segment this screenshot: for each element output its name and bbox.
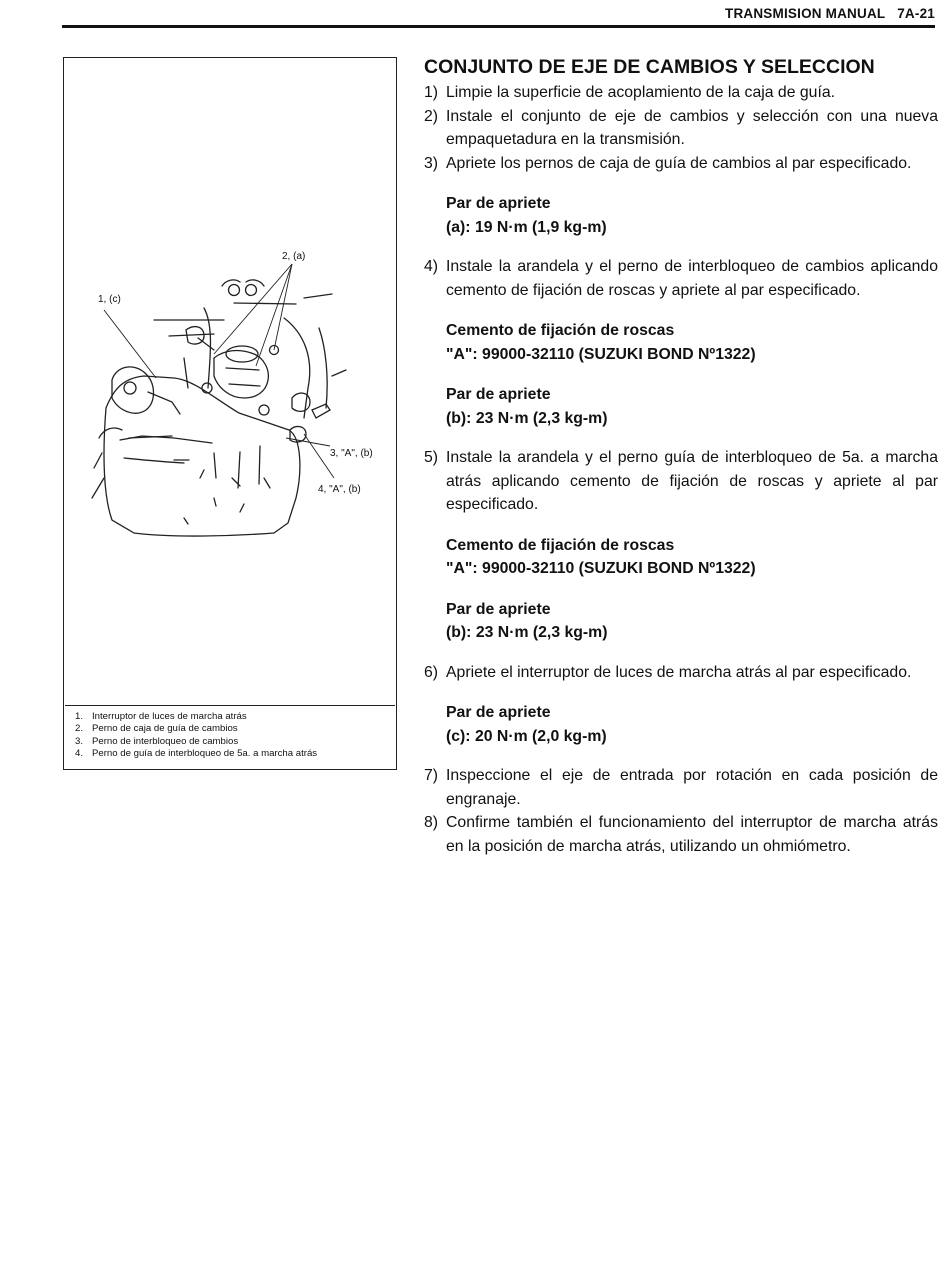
step-text: Apriete los pernos de caja de guía de cambios al par especificado. (446, 154, 912, 172)
step-text: Instale la arandela y el perno guía de interbloqueo de 5a. a marcha atrás aplicando cemento de fijación de roscas y apriete al par especificado. (446, 449, 938, 513)
legend-text: Perno de interbloqueo de cambios (92, 735, 239, 747)
spec-label: Cemento de fijación de roscas (446, 536, 675, 554)
spec-label: Cemento de fijación de roscas (446, 322, 675, 339)
callout-2: 2, (a) (282, 251, 306, 262)
legend-item (75, 736, 395, 748)
step-number: 2) (424, 107, 439, 125)
spec-label: Par de apriete (446, 386, 551, 403)
step-item (424, 764, 938, 811)
procedure-section (424, 55, 938, 858)
spec-value: (c): 20 N·m (2,0 kg-m) (446, 727, 607, 745)
transmission-illustration (64, 58, 396, 703)
step-number: 3) (424, 154, 439, 172)
legend-item (75, 711, 395, 723)
legend-number: 2. (75, 723, 84, 735)
legend-item (75, 723, 395, 735)
legend-text: Interruptor de luces de marcha atrás (92, 711, 247, 722)
torque-spec-block (446, 701, 938, 748)
step-number: 1) (424, 84, 439, 101)
step-text: Confirme también el funcionamiento del interruptor de marcha atrás en la posición de marcha atrás, utilizando un ohmiómetro. (446, 814, 938, 855)
step-number: 8) (424, 814, 439, 831)
torque-spec-block (446, 598, 938, 645)
step-number: 4) (424, 258, 439, 275)
step-item (424, 661, 938, 685)
spec-value: (b): 23 N·m (2,3 kg-m) (446, 624, 608, 641)
header-rule (62, 25, 935, 28)
legend-number: 3. (75, 735, 84, 747)
header-title: TRANSMISION MANUAL (725, 6, 886, 21)
step-text: Instale el conjunto de eje de cambios y selección con una nueva empaquetadura en la transmisión. (446, 107, 938, 148)
torque-spec-block (446, 192, 938, 239)
section-title: CONJUNTO DE EJE DE CAMBIOS Y SELECCION (424, 56, 875, 78)
step-item (424, 255, 938, 302)
page-number: 7A-21 (897, 6, 935, 21)
step-item (424, 152, 938, 176)
legend-text: Perno de guía de interbloqueo de 5a. a marcha atrás (92, 748, 318, 760)
step-text: Limpie la superficie de acoplamiento de la caja de guía. (446, 84, 836, 101)
step-number: 7) (424, 767, 439, 784)
step-text: Apriete el interruptor de luces de marcha atrás al par especificado. (446, 663, 912, 681)
step-item (424, 81, 938, 105)
step-item (424, 105, 938, 152)
callout-3: 3, "A", (b) (330, 448, 373, 459)
callout-4: 4, "A", (b) (318, 484, 361, 495)
legend-number: 1. (75, 711, 84, 722)
spec-value: "A": 99000-32110 (SUZUKI BOND Nº1322) (446, 345, 756, 363)
step-number: 5) (424, 449, 439, 466)
running-header (62, 6, 935, 21)
torque-spec-block (446, 383, 938, 430)
step-text: Inspeccione el eje de entrada por rotación en cada posición de engranaje. (446, 767, 938, 808)
spec-value: "A": 99000-32110 (SUZUKI BOND Nº1322) (446, 560, 756, 577)
spec-value: (a): 19 N·m (1,9 kg-m) (446, 218, 607, 236)
step-item (424, 446, 938, 517)
callout-1: 1, (c) (98, 294, 121, 305)
step-number: 6) (424, 663, 439, 681)
thread-lock-spec-block (446, 319, 938, 366)
thread-lock-spec-block (446, 534, 938, 581)
legend-number: 4. (75, 748, 84, 760)
figure-box (63, 57, 397, 770)
spec-value: (b): 23 N·m (2,3 kg-m) (446, 409, 608, 427)
spec-label: Par de apriete (446, 600, 551, 618)
step-text: Instale la arandela y el perno de interbloqueo de cambios aplicando cemento de fijación de roscas y apriete al par especificado. (446, 258, 938, 299)
spec-label: Par de apriete (446, 704, 551, 721)
legend-item (75, 748, 395, 760)
step-item (424, 811, 938, 858)
legend-text: Perno de caja de guía de cambios (92, 723, 238, 735)
figure-legend (65, 705, 395, 761)
spec-label: Par de apriete (446, 195, 551, 212)
